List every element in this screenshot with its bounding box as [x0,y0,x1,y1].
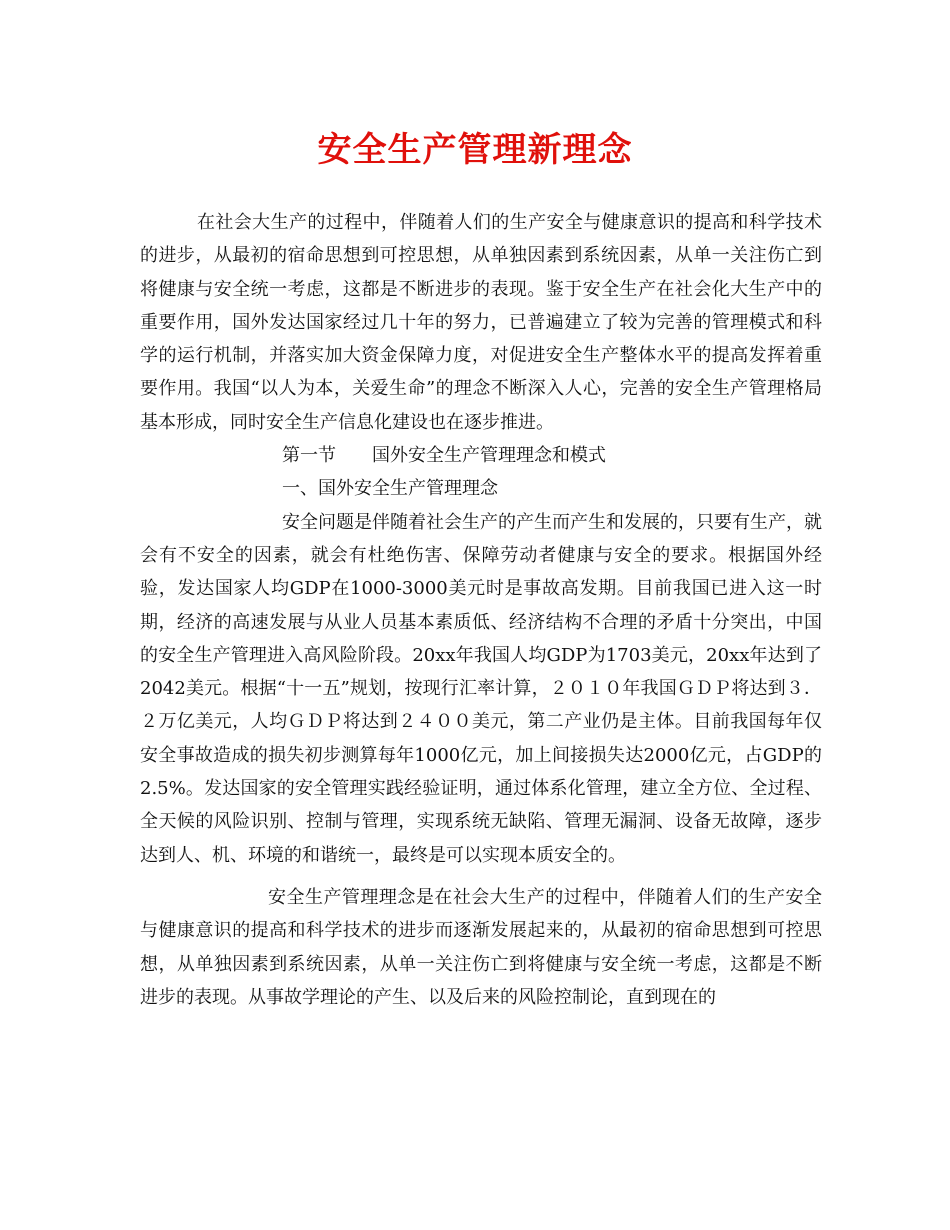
subsection-heading: 一、国外安全生产管理理念 [282,478,498,500]
intro-paragraph: 在社会大生产的过程中，伴随着人们的生产安全与健康意识的提高和科学技术的进步，从最初的宿命思想到可控思想，从单独因素到系统因素，从单一关注伤亡到将健康与安全统一考虑，这都是不断进步的表现。鉴于安全生产在社会化大生产中的重要作用，国外发达国家经过几十年的努力，已普遍建立了较为完善的管理模式和科学的运行机制，并落实加大资金保障力度，对促进安全生产整体水平的提高发挥着重要作用。我国“以人为本，关爱生命”的理念不断深入人心，完善的安全生产管理格局基本形成，同时安全生产信息化建设也在逐步推进。 [140,212,822,433]
section-heading: 第一节 国外安全生产管理理念和模式 [282,445,606,467]
body-paragraph-2: 安全问题是伴随着社会生产的产生而产生和发展的，只要有生产，就会有不安全的因素，就会有杜绝伤害、保障劳动者健康与安全的要求。根据国外经验，发达国家人均GDP在1000-3000美元时是事故高发期。目前我国已进入这一时期，经济的高速发展与从业人员基本素质低、经济结构不合理的矛盾十分突出，中国的安全生产管理进入高风险阶段。20xx年我国人均GDP为1703美元，20xx年达到了2042美元。根据“十一五”规划，按现行汇率计算，２０１０年我国ＧＤＰ将达到３．２万亿美元，人均ＧＤＰ将达到２４００美元，第二产业仍是主体。目前我国每年仅安全事故造成的损失初步测算每年1000亿元，加上间接损失达2000亿元，占GDP的2.5%。发达国家的安全管理实践经验证明，通过体系化管理，建立全方位、全过程、全天候的风险识别、控制与管理，实现系统无缺陷、管理无漏洞、设备无故障，逐步达到人、机、环境的和谐统一，最终是可以实现本质安全的。 [140,511,822,866]
document-title: 安全生产管理新理念 [317,130,633,170]
document-body [140,206,822,1014]
body-paragraph-3: 安全生产管理理念是在社会大生产的过程中，伴随着人们的生产安全与健康意识的提高和科学技术的进步而逐渐发展起来的，从最初的宿命思想到可控思想，从单独因素到系统因素，从单一关注伤亡到将健康与安全统一考虑，这都是不断进步的表现。从事故学理论的产生、以及后来的风险控制论，直到现在的 [140,886,822,1008]
paragraph-gap [140,872,822,881]
